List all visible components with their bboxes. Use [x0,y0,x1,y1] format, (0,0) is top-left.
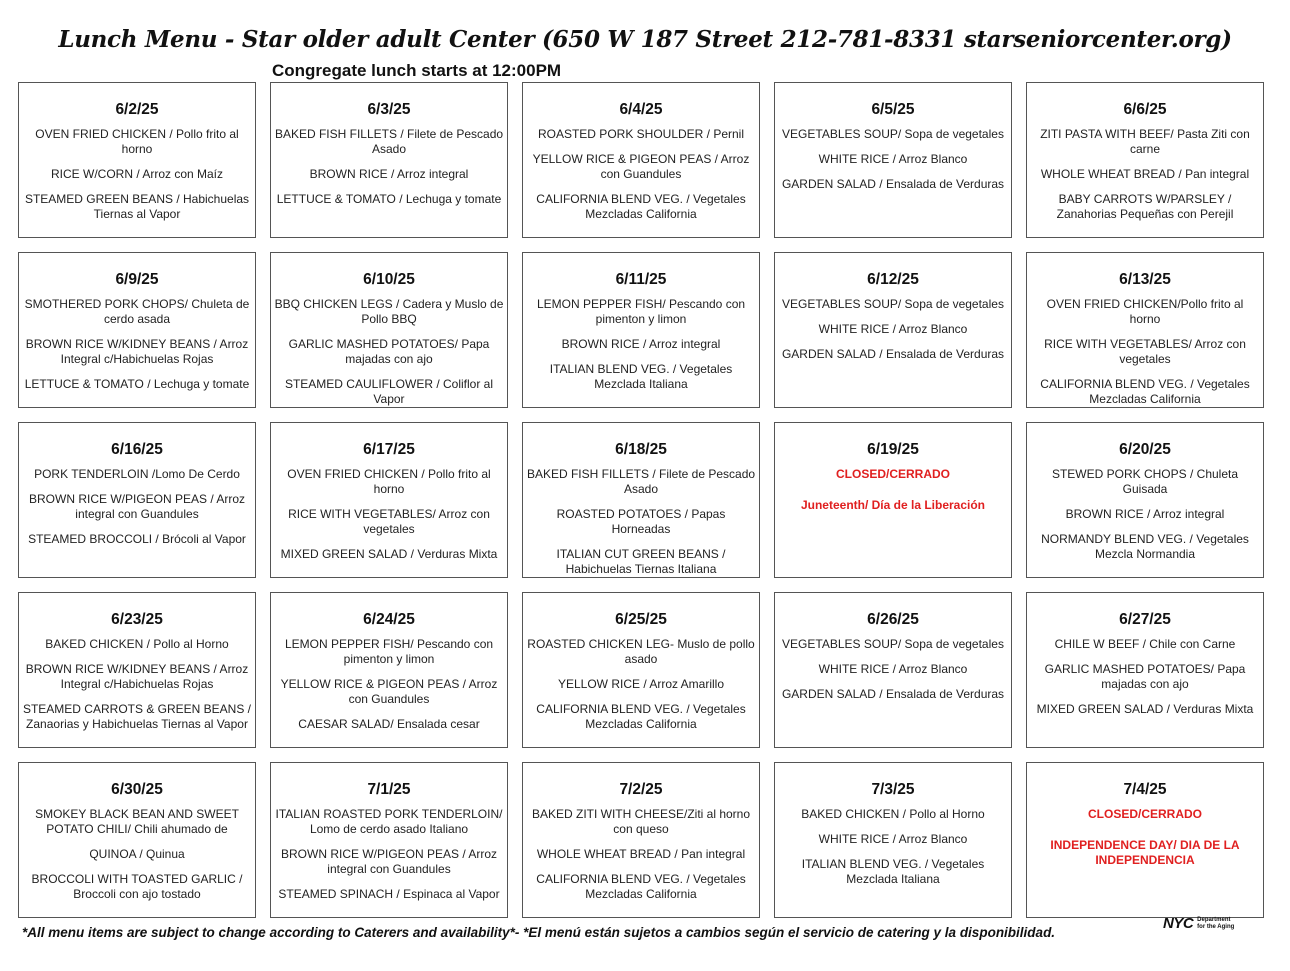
menu-item: GARDEN SALAD / Ensalada de Verduras [781,687,1005,701]
closed-notice: INDEPENDENCE DAY/ DIA DE LA INDEPENDENCIA [1050,838,1240,867]
menu-item: OVEN FRIED CHICKEN / Pollo frito al horno [35,127,239,156]
menu-item: ROASTED PORK SHOULDER / Pernil [537,127,745,141]
menu-item: BAKED CHICKEN / Pollo al Horno [45,637,229,651]
menu-item: BROWN RICE W/KIDNEY BEANS / Arroz Integral c/Habichuelas Rojas [25,662,249,691]
day-cell [18,762,256,918]
day-date: 6/23/25 [111,611,163,628]
menu-item: ROASTED POTATOES / Papas Horneadas [556,507,726,536]
day-cell [1026,252,1264,408]
day-cell [1026,592,1264,748]
day-date: 6/12/25 [867,271,919,288]
day-date: 6/19/25 [867,441,919,458]
day-date: 6/13/25 [1119,271,1171,288]
menu-item: YELLOW RICE / Arroz Amarillo [557,677,725,691]
day-cell [270,422,508,578]
menu-item: GARDEN SALAD / Ensalada de Verduras [781,347,1005,361]
menu-item: BROWN RICE W/PIGEON PEAS / Arroz integral con Guandules [28,492,246,521]
menu-item: ITALIAN CUT GREEN BEANS / Habichuelas Tiernas Italiana [556,547,726,576]
day-date: 6/24/25 [363,611,415,628]
day-date: 6/11/25 [615,271,667,288]
menu-item: BABY CARROTS W/PARSLEY / Zanahorias Pequeñas con Perejil [1056,192,1234,221]
menu-item: BAKED FISH FILLETS / Filete de Pescado Asado [274,127,504,156]
day-cell [18,252,256,408]
menu-item: WHITE RICE / Arroz Blanco [818,662,968,676]
closed-notice: CLOSED/CERRADO [1087,807,1202,821]
lunch-start-time: Congregate lunch starts at 12:00PM [272,61,562,80]
day-cell [774,422,1012,578]
menu-item: ITALIAN BLEND VEG. / Vegetales Mezclada Italiana [549,362,733,391]
day-cell [1026,762,1264,918]
day-cell [774,762,1012,918]
day-date: 6/6/25 [1123,101,1167,118]
menu-item: BAKED FISH FILLETS / Filete de Pescado Asado [526,467,756,496]
menu-item: WHOLE WHEAT BREAD / Pan integral [536,847,746,861]
menu-item: STEAMED SPINACH / Espinaca al Vapor [278,887,500,901]
menu-item: BROWN RICE / Arroz integral [1065,507,1225,521]
day-date: 6/26/25 [867,611,919,628]
logo-text: Department for the Aging [1197,916,1235,930]
menu-item: BROCCOLI WITH TOASTED GARLIC / Broccoli con ajo tostado [31,872,243,901]
menu-item: CAESAR SALAD/ Ensalada cesar [298,717,480,731]
day-cell [18,592,256,748]
menu-item: OVEN FRIED CHICKEN / Pollo frito al horno [287,467,491,496]
menu-item: SMOKEY BLACK BEAN AND SWEET POTATO CHILI/ Chili ahumado de [35,807,239,836]
day-date: 6/2/25 [115,101,159,118]
day-cell [522,592,760,748]
day-cell [522,252,760,408]
menu-item: CALIFORNIA BLEND VEG. / Vegetales Mezcladas California [536,702,746,731]
day-cell [522,422,760,578]
menu-item: VEGETABLES SOUP/ Sopa de vegetales [782,127,1004,141]
menu-item: MIXED GREEN SALAD / Verduras Mixta [1036,702,1254,716]
menu-item: LEMON PEPPER FISH/ Pescando con pimenton y limon [284,637,494,666]
menu-item: YELLOW RICE & PIGEON PEAS / Arroz con Guandules [280,677,498,706]
menu-item: LEMON PEPPER FISH/ Pescando con pimenton y limon [536,297,746,326]
day-date: 6/9/25 [115,271,159,288]
menu-item: GARLIC MASHED POTATOES/ Papa majadas con ajo [1044,662,1246,691]
menu-item: PORK TENDERLOIN /Lomo De Cerdo [34,467,240,481]
day-date: 7/3/25 [871,781,915,798]
day-date: 6/18/25 [615,441,667,458]
nyc-aging-logo [1163,915,1237,932]
day-date: 6/4/25 [619,101,663,118]
day-date: 6/30/25 [111,781,163,798]
menu-item: CHILE W BEEF / Chile con Carne [1054,637,1236,651]
menu-item: BAKED ZITI WITH CHEESE/Ziti al horno con queso [531,807,751,836]
menu-item: CALIFORNIA BLEND VEG. / Vegetales Mezcladas California [536,192,746,221]
day-cell [1026,422,1264,578]
menu-item: RICE WITH VEGETABLES/ Arroz con vegetales [288,507,490,536]
menu-item: ITALIAN BLEND VEG. / Vegetales Mezclada Italiana [801,857,985,886]
menu-item: ROASTED CHICKEN LEG- Muslo de pollo asado [527,637,755,666]
day-cell [270,592,508,748]
menu-item: NORMANDY BLEND VEG. / Vegetales Mezcla Normandia [1041,532,1249,561]
day-date: 6/10/25 [363,271,415,288]
menu-item: STEAMED GREEN BEANS / Habichuelas Tiernas al Vapor [24,192,250,221]
menu-item: STEAMED CARROTS & GREEN BEANS / Zanaorias y Habichuelas Tiernas al Vapor [22,702,252,731]
menu-item: ZITI PASTA WITH BEEF/ Pasta Ziti con carne [1040,127,1250,156]
day-date: 6/3/25 [367,101,411,118]
day-date: 6/25/25 [615,611,667,628]
menu-item: RICE W/CORN / Arroz con Maíz [50,167,224,181]
menu-item: GARDEN SALAD / Ensalada de Verduras [781,177,1005,191]
day-cell [522,82,760,238]
day-date: 6/17/25 [363,441,415,458]
menu-item: SMOTHERED PORK CHOPS/ Chuleta de cerdo asada [24,297,250,326]
day-cell [774,592,1012,748]
day-cell [774,82,1012,238]
page-title: Lunch Menu - Star older adult Center (650 W 187 Street 212-781-8331 starseniorcenter.org) [58,26,1232,53]
menu-item: OVEN FRIED CHICKEN/Pollo frito al horno [1046,297,1244,326]
disclaimer: *All menu items are subject to change according to Caterers and availability*- *El menú están sujetos a cambios según el servicio de catering y la disponibilidad. [22,925,1056,940]
menu-item: STEWED PORK CHOPS / Chuleta Guisada [1051,467,1239,496]
day-cell [270,82,508,238]
menu-item: BAKED CHICKEN / Pollo al Horno [801,807,985,821]
menu-item: WHITE RICE / Arroz Blanco [818,152,968,166]
day-date: 6/5/25 [871,101,915,118]
day-date: 6/27/25 [1119,611,1171,628]
menu-item: LETTUCE & TOMATO / Lechuga y tomate [276,192,502,206]
day-date: 7/1/25 [367,781,411,798]
day-date: 7/4/25 [1123,781,1167,798]
menu-item: MIXED GREEN SALAD / Verduras Mixta [280,547,498,561]
menu-item: VEGETABLES SOUP/ Sopa de vegetales [782,637,1004,651]
menu-calendar [18,82,1267,921]
menu-item: RICE WITH VEGETABLES/ Arroz con vegetales [1044,337,1246,366]
menu-item: WHOLE WHEAT BREAD / Pan integral [1040,167,1250,181]
menu-item: BROWN RICE / Arroz integral [309,167,469,181]
menu-item: QUINOA / Quinua [89,847,185,861]
menu-item: BBQ CHICKEN LEGS / Cadera y Muslo de Pollo BBQ [274,297,504,326]
day-date: 6/16/25 [111,441,163,458]
menu-item: ITALIAN ROASTED PORK TENDERLOIN/ Lomo de cerdo asado Italiano [275,807,503,836]
menu-item: LETTUCE & TOMATO / Lechuga y tomate [24,377,250,391]
menu-item: YELLOW RICE & PIGEON PEAS / Arroz con Guandules [532,152,750,181]
menu-item: BROWN RICE / Arroz integral [561,337,721,351]
menu-item: STEAMED BROCCOLI / Brócoli al Vapor [28,532,246,546]
logo-mark: NYC [1163,915,1194,932]
menu-item: CALIFORNIA BLEND VEG. / Vegetales Mezcladas California [1040,377,1250,406]
menu-item: BROWN RICE W/PIGEON PEAS / Arroz integral con Guandules [280,847,498,876]
menu-item: CALIFORNIA BLEND VEG. / Vegetales Mezcladas California [536,872,746,901]
day-cell [18,422,256,578]
day-cell [18,82,256,238]
menu-item: WHITE RICE / Arroz Blanco [818,832,968,846]
menu-item: VEGETABLES SOUP/ Sopa de vegetales [782,297,1004,311]
day-date: 6/20/25 [1119,441,1171,458]
day-date: 7/2/25 [619,781,663,798]
day-cell [270,252,508,408]
day-cell [522,762,760,918]
day-cell [774,252,1012,408]
menu-item: GARLIC MASHED POTATOES/ Papa majadas con ajo [288,337,490,366]
closed-notice: CLOSED/CERRADO [835,467,950,481]
closed-notice: Juneteenth/ Día de la Liberación [800,498,986,512]
day-cell [1026,82,1264,238]
menu-item: BROWN RICE W/KIDNEY BEANS / Arroz Integral c/Habichuelas Rojas [25,337,249,366]
day-cell [270,762,508,918]
menu-item: STEAMED CAULIFLOWER / Coliflor al Vapor [284,377,494,406]
menu-item: WHITE RICE / Arroz Blanco [818,322,968,336]
